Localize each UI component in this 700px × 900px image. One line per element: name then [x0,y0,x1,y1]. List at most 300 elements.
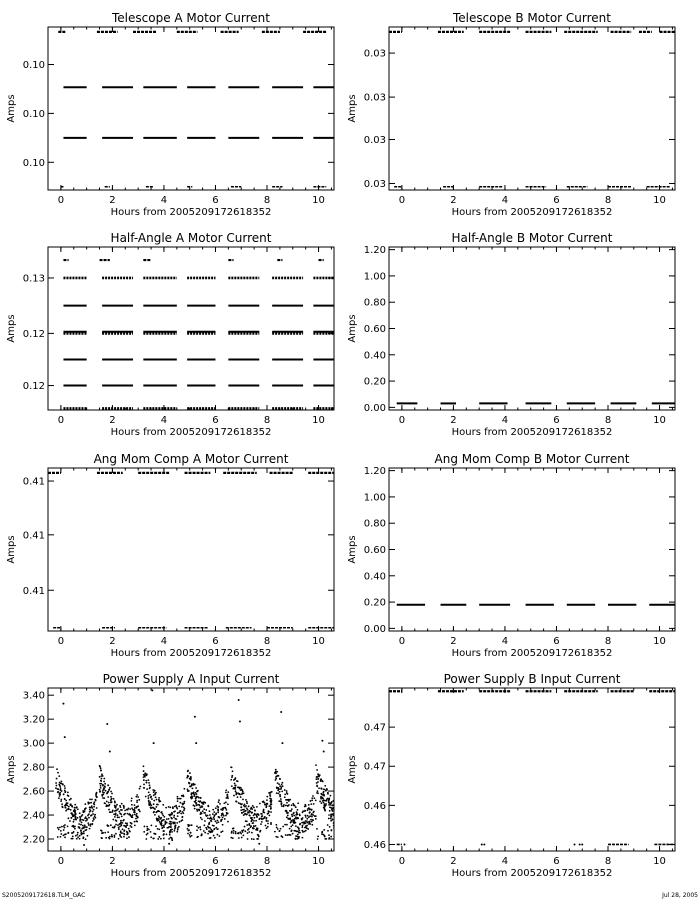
data-point [85,807,87,809]
data-point [115,833,117,835]
data-point [168,826,170,828]
data-point [290,826,292,828]
data-point [227,821,229,823]
data-point [311,816,313,818]
data-point [136,813,138,815]
x-tick-label: 8 [604,856,612,867]
y-tick-label: 0.41 [22,585,45,597]
data-point [200,817,202,819]
data-point [246,802,248,804]
data-point [160,838,162,840]
data-point [145,796,147,798]
data-point [286,802,288,804]
data-point [77,836,79,838]
data-point [316,828,318,830]
data-point [158,797,160,799]
data-point [281,802,283,804]
chart-panel-3 [6,231,334,438]
data-point [75,835,77,837]
chart-panel-2 [347,11,675,218]
data-point [143,765,145,767]
data-point [274,831,276,833]
data-point [337,810,339,812]
data-point [187,833,189,835]
data-point [117,808,119,810]
data-point [217,834,219,836]
data-point [105,837,107,839]
data-point [334,827,336,829]
data-point [330,813,332,815]
data-point [68,808,70,810]
data-point [203,801,205,803]
data-point [89,828,91,830]
data-point [74,807,76,809]
data-point [353,812,355,814]
data-point [332,807,334,809]
data-point [200,835,202,837]
data-point [215,812,217,814]
data-point [145,838,147,840]
data-point [218,799,220,801]
x-tick-label: 6 [212,636,219,647]
data-point [328,800,330,802]
data-point [278,788,280,790]
data-point [320,798,322,800]
data-point [115,824,117,826]
data-point [205,809,207,811]
data-point [281,784,283,786]
data-point [79,835,81,837]
data-point [114,810,116,812]
data-point [135,796,137,798]
data-point [245,820,247,822]
y-tick-label: 2.60 [22,786,45,798]
data-point [322,794,324,796]
data-point [319,801,321,803]
data-point [287,818,289,820]
data-point [136,821,138,823]
x-axis-label: Hours from 2005209172618352 [110,427,272,438]
data-point [292,820,294,822]
data-point [356,789,358,791]
footer-filename: S2005209172618.TLM_GAC [2,892,86,899]
data-point [187,788,189,790]
data-point [208,822,210,824]
data-point [79,816,81,818]
data-point [348,811,350,813]
data-point [163,830,165,832]
data-point [156,819,158,821]
data-marks [48,473,334,628]
data-point [113,826,115,828]
data-point [117,814,119,816]
data-point [148,782,150,784]
data-point [212,825,214,827]
data-point [338,829,340,831]
data-point [334,835,336,837]
data-point [251,832,253,834]
data-point [152,807,154,809]
data-point [61,826,63,828]
data-point [211,820,213,822]
data-point [263,809,265,811]
data-point [322,798,324,800]
data-point [335,833,337,835]
data-point [138,809,140,811]
data-point [353,827,355,829]
data-point [83,831,85,833]
data-point [64,798,66,800]
data-point [57,836,59,838]
data-point [100,769,102,771]
data-point [133,811,135,813]
data-point [295,835,297,837]
data-point [250,808,252,810]
data-point [311,797,313,799]
data-point [261,815,263,817]
data-point [284,796,286,798]
x-tick-label: 0 [398,636,406,647]
data-point [254,813,256,815]
data-point [168,843,170,845]
data-point [309,811,311,813]
data-point [83,819,85,821]
data-point [279,791,281,793]
data-point [134,824,136,826]
data-point [101,794,103,796]
data-point [111,836,113,838]
data-point [213,818,215,820]
data-point [269,795,271,797]
data-point [235,784,237,786]
data-point [261,821,263,823]
data-point [281,791,283,793]
y-tick-label: 0.12 [22,381,45,393]
data-point [73,810,75,812]
data-point [341,824,343,826]
data-point [341,830,343,832]
data-point [91,823,93,825]
data-point [110,796,112,798]
data-point [354,817,356,819]
data-point [346,815,348,817]
data-point [162,834,164,836]
data-point [241,812,243,814]
data-point [94,814,96,816]
data-point [149,794,151,796]
data-point [213,811,215,813]
data-point [295,838,297,840]
data-point [81,822,83,824]
data-point [87,815,89,817]
x-tick-label: 2 [109,415,116,426]
data-point [87,835,89,837]
data-point [179,802,181,804]
data-point [213,817,215,819]
data-point [147,795,149,797]
data-point [120,806,122,808]
data-point [312,795,314,797]
data-point [342,825,344,827]
x-tick-label: 4 [160,195,168,206]
y-tick-label: 0.12 [22,328,45,340]
data-point [343,835,345,837]
chart-panel-7 [6,672,358,879]
data-point [139,811,141,813]
data-point [352,802,354,804]
data-point [190,796,192,798]
data-point [108,802,110,804]
data-point [147,828,149,830]
data-point [201,818,203,820]
data-point [287,793,289,795]
data-point [195,803,197,805]
data-point [57,772,59,774]
data-point [55,787,57,789]
data-point [339,826,341,828]
x-tick-label: 2 [109,636,116,647]
data-point [243,809,245,811]
x-axis-label: Hours from 2005209172618352 [110,207,272,218]
data-point [266,805,268,807]
data-point [131,797,133,799]
data-point [279,778,281,780]
data-point [336,815,338,817]
data-point [105,790,107,792]
y-tick-label: 0.40 [363,571,386,583]
data-point [321,802,323,804]
data-point [293,830,295,832]
data-point [80,829,82,831]
data-point [220,831,222,833]
data-point [323,829,325,831]
data-point [306,827,308,829]
data-point [332,800,334,802]
data-point [337,828,339,830]
x-tick-label: 8 [604,636,612,647]
data-point [124,813,126,815]
data-point [161,813,163,815]
data-point [231,766,233,768]
data-point [130,815,132,817]
data-point [181,816,183,818]
data-point [250,826,252,828]
data-point [194,808,196,810]
data-point [231,776,233,778]
data-point [264,816,266,818]
data-point [134,807,136,809]
data-point [96,807,98,809]
data-point [119,834,121,836]
data-point [194,716,196,718]
data-point [77,817,79,819]
data-point [64,787,66,789]
x-tick-label: 10 [653,636,666,647]
x-tick-label: 2 [109,856,116,867]
data-point [179,821,181,823]
y-tick-label: 0.46 [363,800,386,812]
data-point [100,783,102,785]
data-point [117,816,119,818]
x-tick-label: 10 [312,636,325,647]
data-point [60,780,62,782]
data-point [130,822,132,824]
data-point [82,825,84,827]
data-point [75,817,77,819]
data-point [483,843,485,845]
data-point [148,801,150,803]
data-point [331,809,333,811]
chart-panel-1 [6,11,334,218]
data-point [195,787,197,789]
data-point [158,836,160,838]
data-point [132,809,134,811]
data-point [314,815,316,817]
data-point [111,793,113,795]
data-point [311,824,313,826]
data-point [89,806,91,808]
data-point [146,782,148,784]
data-point [90,815,92,817]
data-point [106,723,108,725]
data-point [173,816,175,818]
data-point [63,834,65,836]
data-point [344,819,346,821]
data-point [197,804,199,806]
y-axis-label: Amps [347,94,358,123]
chart-panel-4 [347,231,675,438]
data-point [199,801,201,803]
y-axis-label: Amps [347,535,358,564]
data-point [294,818,296,820]
data-point [308,807,310,809]
data-point [252,819,254,821]
data-point [164,816,166,818]
data-point [154,808,156,810]
data-point [187,790,189,792]
data-point [64,836,66,838]
data-point [169,815,171,817]
data-point [196,836,198,838]
data-point [112,811,114,813]
data-point [204,832,206,834]
data-point [150,803,152,805]
data-point [238,802,240,804]
data-point [291,808,293,810]
data-point [335,834,337,836]
data-point [123,806,125,808]
data-point [291,815,293,817]
data-point [131,804,133,806]
data-point [287,812,289,814]
data-point [121,809,123,811]
data-point [131,800,133,802]
data-point [328,802,330,804]
data-point [163,838,165,840]
data-point [84,803,86,805]
data-point [221,819,223,821]
data-point [136,800,138,802]
data-point [209,818,211,820]
y-tick-label: 0.20 [363,376,386,388]
data-point [336,813,338,815]
data-point [317,778,319,780]
data-point [64,736,66,738]
data-point [345,811,347,813]
x-axis-label: Hours from 2005209172618352 [451,868,613,879]
data-point [277,836,279,838]
data-point [258,834,260,836]
data-point [355,790,357,792]
data-point [298,837,300,839]
data-point [275,776,277,778]
data-point [128,828,130,830]
data-point [280,835,282,837]
plot-frame [48,468,334,631]
data-point [333,813,335,815]
data-point [102,789,104,791]
data-point [214,837,216,839]
data-point [215,820,217,822]
data-point [108,805,110,807]
data-point [308,821,310,823]
data-point [293,813,295,815]
data-point [151,798,153,800]
data-point [243,814,245,816]
data-point [270,808,272,810]
data-point [277,782,279,784]
data-point [337,827,339,829]
data-point [240,796,242,798]
data-point [321,833,323,835]
data-point [134,821,136,823]
data-point [177,796,179,798]
data-point [352,823,354,825]
data-point [335,827,337,829]
data-point [180,810,182,812]
data-point [353,792,355,794]
data-point [85,816,87,818]
data-point [261,813,263,815]
data-point [155,806,157,808]
data-point [349,798,351,800]
data-point [286,790,288,792]
data-point [343,812,345,814]
data-point [219,835,221,837]
data-point [77,808,79,810]
data-point [124,825,126,827]
data-point [280,801,282,803]
data-point [87,822,89,824]
data-point [91,807,93,809]
data-point [237,796,239,798]
data-point [153,833,155,835]
data-point [173,830,175,832]
data-point [241,788,243,790]
data-point [279,794,281,796]
data-point [218,801,220,803]
y-tick-label: 3.40 [22,690,45,702]
data-point [285,834,287,836]
x-tick-label: 10 [312,195,325,206]
y-tick-label: 0.80 [363,518,386,530]
data-point [354,802,356,804]
data-point [337,831,339,833]
x-tick-label: 0 [398,415,406,426]
data-point [169,807,171,809]
data-point [67,817,69,819]
data-point [347,832,349,834]
